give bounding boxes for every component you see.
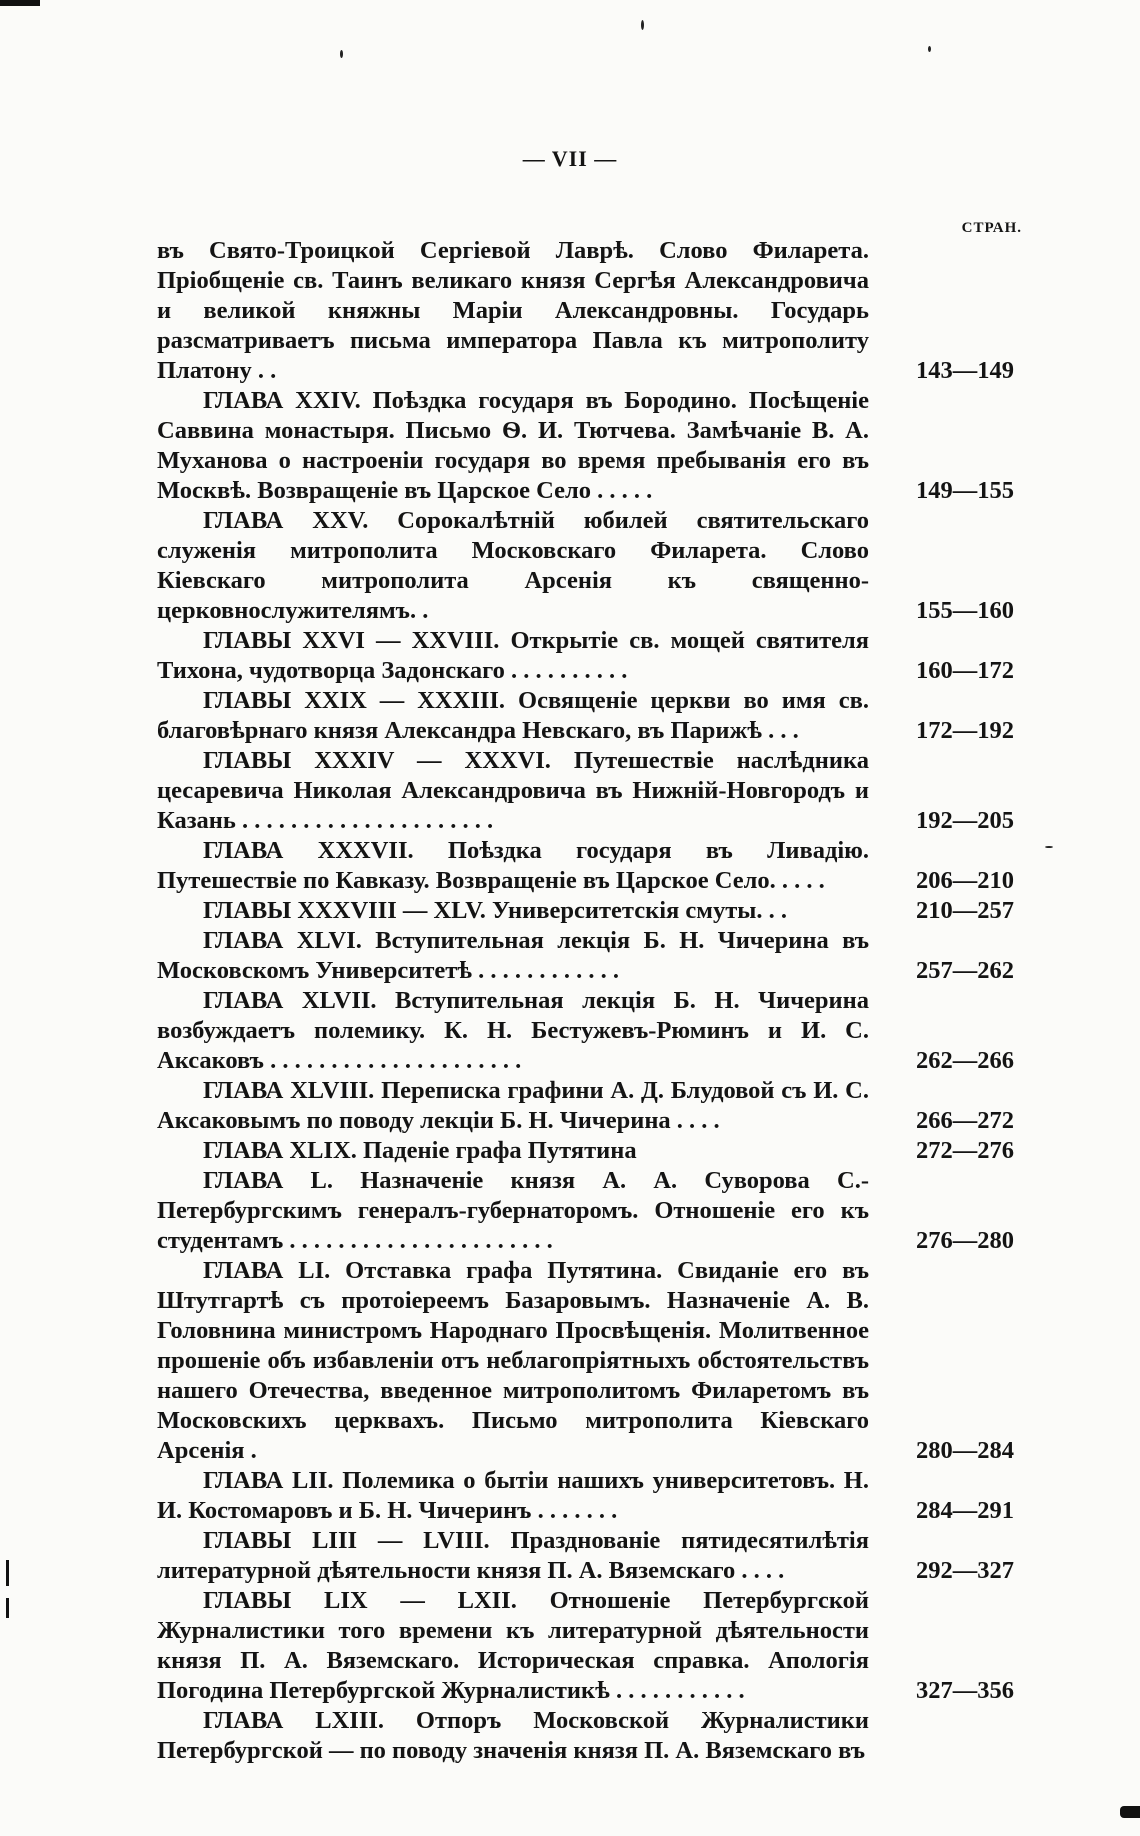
page-column-label: СТРАН. <box>961 220 1022 236</box>
scan-speck <box>641 20 644 30</box>
margin-mark-left <box>6 1560 9 1586</box>
corner-mark-top-left <box>0 0 40 6</box>
toc-entry-pages: 155—160 <box>916 597 1014 624</box>
corner-mark-bottom-right <box>1120 1806 1140 1818</box>
toc-entry-text: ГЛАВА XLVI. Вступительная лекція Б. Н. Чичерина въ Московскомъ Университетѣ . . . . . . . . . . . . <box>157 927 869 984</box>
toc-entry <box>157 1526 1025 1586</box>
toc-entry <box>157 986 1025 1076</box>
toc-entry-text: ГЛАВА LII. Полемика о бытіи нашихъ университетовъ. Н. И. Костомаровъ и Б. Н. Чичеринъ . . . . . . . <box>157 1467 869 1524</box>
toc-entry <box>157 1586 1025 1706</box>
toc-entry <box>157 1136 1025 1166</box>
toc-entry-text: ГЛАВА LXIII. Отпоръ Московской Журналистики Петербургской — по поводу значенія князя П. А. Вяземскаго въ <box>157 1707 869 1764</box>
toc-entry-pages: 280—284 <box>916 1437 1014 1464</box>
toc-entry-text: ГЛАВА XXIV. Поѣздка государя въ Бородино. Посѣщеніе Саввина монастыря. Письмо Ѳ. И. Тютчева. Замѣчаніе В. А. Муханова о настроеніи государя во время пребыванія его въ Москвѣ. Возвращеніе въ Царское Село . . . . . <box>157 387 869 504</box>
scan-speck <box>340 50 343 58</box>
toc-entry <box>157 1706 1025 1766</box>
toc-entry-pages: 284—291 <box>916 1497 1014 1524</box>
toc-entry-pages: 149—155 <box>916 477 1014 504</box>
toc-entry-pages: 160—172 <box>916 657 1014 684</box>
toc-entry-pages: 262—266 <box>916 1047 1014 1074</box>
toc-entry <box>157 1256 1025 1466</box>
toc-entry-text: ГЛАВЫ XXIX — XXXIII. Освященіе церкви во имя св. благовѣрнаго князя Александра Невскаго, въ Парижѣ . . . <box>157 687 869 744</box>
toc-entry <box>157 626 1025 686</box>
toc-entry-pages: 143—149 <box>916 357 1014 384</box>
toc-entry-text: ГЛАВА LI. Отставка графа Путятина. Свиданіе его въ Штутгартѣ съ протоіереемъ Базаровымъ. Назначеніе А. В. Головнина министромъ Народнаго Просвѣщенія. Молитвенное прошеніе объ избавленіи отъ неблагопріятныхъ обстоятельствъ нашего Отечества, введенное митрополитомъ Филаретомъ въ Московскихъ церквахъ. Письмо митрополита Кіевскаго Арсенія . <box>157 1257 869 1464</box>
toc-entry-text: ГЛАВА XLIX. Паденіе графа Путятина <box>203 1137 637 1164</box>
toc-entry-text: ГЛАВЫ LIII — LVIII. Празднованіе пятидесятилѣтія литературной дѣятельности князя П. А. Вяземскаго . . . . <box>157 1527 869 1584</box>
toc-entry-pages: 206—210 <box>916 867 1014 894</box>
scan-speck <box>928 46 931 52</box>
toc-entry-text: ГЛАВЫ XXXIV — XXXVI. Путешествіе наслѣдника цесаревича Николая Александровича въ Нижній-Новгородъ и Казань . . . . . . . . . . . . . . . . . . . . . <box>157 747 869 834</box>
toc-entry-text: въ Свято-Троицкой Сергіевой Лаврѣ. Слово Филарета. Пріобщеніе св. Таинъ великаго князя Сергѣя Александровича и великой княжны Маріи Александровны. Государь разсматриваетъ письма императора Павла къ митрополиту Платону . . <box>157 237 869 384</box>
toc-entry-text: ГЛАВА XLVII. Вступительная лекція Б. Н. Чичерина возбуждаетъ полемику. К. Н. Бестужевъ-Рюминъ и И. С. Аксаковъ . . . . . . . . . . . . . . . . . . . . . <box>157 987 869 1074</box>
toc-entry-pages: 172—192 <box>916 717 1014 744</box>
toc-entry <box>157 926 1025 986</box>
toc-entry-text: ГЛАВЫ LIX — LXII. Отношеніе Петербургской Журналистики того времени къ литературной дѣятельности князя П. А. Вяземскаго. Историческая справка. Апологія Погодина Петербургской Журналистикѣ . . . . . . . . . . . <box>157 1587 869 1704</box>
toc-entry <box>157 836 1025 896</box>
toc-entry <box>157 686 1025 746</box>
toc-entry-text: ГЛАВА L. Назначеніе князя А. А. Суворова С.-Петербургскимъ генералъ-губернаторомъ. Отношеніе его къ студентамъ . . . . . . . . . . . . . . . . . . . . . . <box>157 1167 869 1254</box>
toc-entry <box>157 1076 1025 1136</box>
page-folio: — VII — <box>522 146 618 171</box>
toc-entry <box>157 386 1025 506</box>
toc-entry-pages: 192—205 <box>916 807 1014 834</box>
toc-entry-text: ГЛАВА XLVIII. Переписка графини А. Д. Блудовой съ И. С. Аксаковымъ по поводу лекціи Б. Н. Чичерина . . . . <box>157 1077 869 1134</box>
toc-entry <box>157 746 1025 836</box>
toc-entry <box>157 1166 1025 1256</box>
scan-speck <box>1045 846 1053 848</box>
toc-entry-pages: 257—262 <box>916 957 1014 984</box>
toc-entry <box>157 236 1025 386</box>
toc-entry-pages: 327—356 <box>916 1677 1014 1704</box>
toc-entry-pages: 266—272 <box>916 1107 1014 1134</box>
toc-entry-pages: 276—280 <box>916 1227 1014 1254</box>
toc-entry <box>157 1466 1025 1526</box>
toc-entry-pages: 292—327 <box>916 1557 1014 1584</box>
toc-entry-text: ГЛАВА XXV. Сорокалѣтній юбилей святительскаго служенія митрополита Московскаго Филарета. Слово Кіевскаго митрополита Арсенія къ священно-церковнослужителямъ. . <box>157 507 869 624</box>
toc-entry <box>157 506 1025 626</box>
toc-entry <box>157 896 1025 926</box>
toc-entry-pages: 210—257 <box>916 897 1014 924</box>
toc-entry-text: ГЛАВЫ XXXVIII — XLV. Университетскія смуты. . . <box>203 897 788 924</box>
table-of-contents <box>157 236 1025 1766</box>
margin-mark-left <box>6 1598 9 1618</box>
toc-entry-pages: 272—276 <box>916 1137 1014 1164</box>
toc-entry-text: ГЛАВЫ XXVI — XXVIII. Открытіе св. мощей святителя Тихона, чудотворца Задонскаго . . . . . . . . . . <box>157 627 869 684</box>
toc-entry-text: ГЛАВА XXXVII. Поѣздка государя въ Ливадію. Путешествіе по Кавказу. Возвращеніе въ Царское Село. . . . . <box>157 837 869 894</box>
